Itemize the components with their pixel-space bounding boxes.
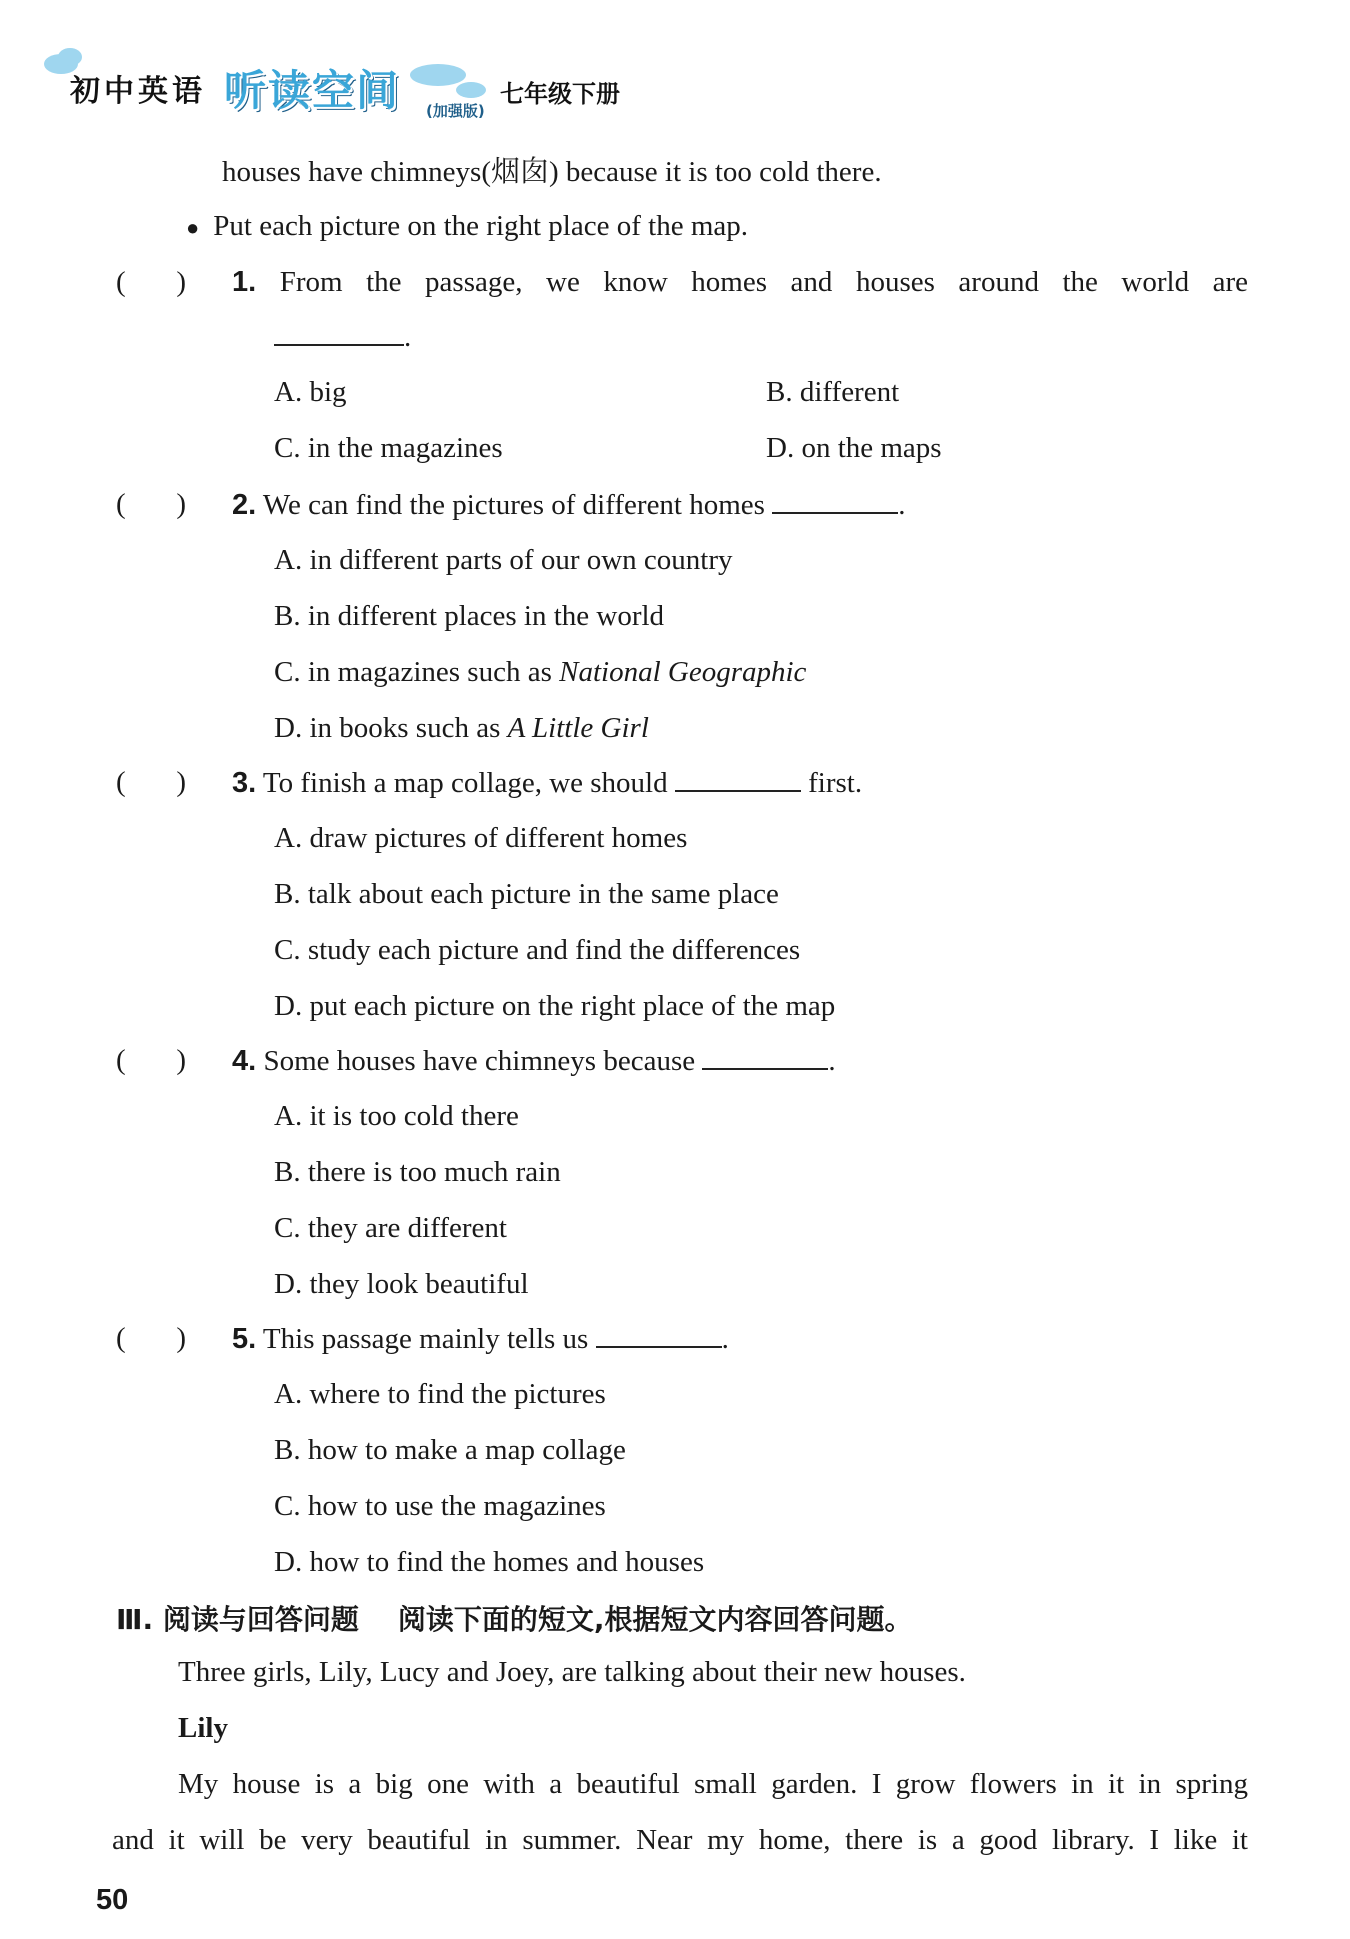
- option[interactable]: C. study each picture and find the differences: [274, 934, 801, 966]
- question-number: 3.: [232, 767, 257, 799]
- option[interactable]: B. there is too much rain: [274, 1156, 561, 1188]
- option[interactable]: [274, 710, 649, 746]
- option[interactable]: A. where to find the pictures: [274, 1378, 606, 1410]
- question-1-blank-line: [274, 318, 411, 355]
- question-text: From the passage, we know homes and houses around the world are: [279, 266, 1248, 298]
- bullet-line: [186, 208, 748, 246]
- option[interactable]: A. draw pictures of different homes: [274, 822, 688, 854]
- option[interactable]: [274, 654, 806, 690]
- answer-blank[interactable]: [772, 486, 898, 514]
- question-number: 1.: [232, 266, 257, 298]
- section-heading: Ⅲ. 阅读与回答问题 阅读下面的短文,根据短文内容回答问题。: [116, 1603, 913, 1636]
- option[interactable]: C. how to use the magazines: [274, 1490, 606, 1522]
- speaker-name: Lily: [178, 1712, 228, 1744]
- question-4-stem: [232, 1042, 836, 1079]
- question-text-end: first.: [808, 767, 863, 799]
- option[interactable]: D. they look beautiful: [274, 1268, 529, 1300]
- magazine-title: National Geographic: [559, 656, 807, 688]
- answer-paren[interactable]: ( ): [116, 488, 187, 520]
- answer-paren[interactable]: ( ): [116, 266, 187, 298]
- option[interactable]: C. in the magazines: [274, 432, 503, 464]
- option-text: C. in magazines such as: [274, 656, 560, 688]
- option[interactable]: D. put each picture on the right place of the map: [274, 990, 836, 1022]
- question-text: Some houses have chimneys because: [263, 1045, 696, 1077]
- question-text-end: .: [721, 1323, 729, 1355]
- page-number: 50: [96, 1884, 129, 1916]
- brand-logo: 听读空间: [224, 66, 401, 115]
- bullet-icon: ●: [186, 215, 200, 240]
- option[interactable]: B. in different places in the world: [274, 600, 665, 632]
- question-text-end: .: [404, 321, 412, 353]
- edition-label: (加强版): [426, 102, 485, 120]
- option-text: D. in books such as: [274, 712, 508, 744]
- answer-blank[interactable]: [596, 1320, 722, 1348]
- grade-label: 七年级下册: [500, 80, 620, 108]
- option[interactable]: C. they are different: [274, 1212, 507, 1244]
- option[interactable]: A. it is too cold there: [274, 1100, 519, 1132]
- question-1-stem: [232, 264, 1248, 300]
- cloud-icon: [410, 64, 466, 86]
- paragraph-line: and it will be very beautiful in summer. Near my home, there is a good library. I like it: [112, 1824, 1248, 1856]
- answer-paren[interactable]: ( ): [116, 1322, 187, 1354]
- paragraph-line: My house is a big one with a beautiful small garden. I grow flowers in it in spring: [178, 1768, 1248, 1800]
- question-2-stem: [232, 486, 905, 523]
- answer-paren[interactable]: ( ): [116, 766, 187, 798]
- cloud-icon: [58, 48, 82, 66]
- question-text-end: .: [898, 489, 906, 521]
- question-number: 4.: [232, 1045, 257, 1077]
- option[interactable]: D. on the maps: [766, 432, 942, 464]
- book-title: A Little Girl: [507, 712, 649, 744]
- option[interactable]: A. in different parts of our own country: [274, 544, 733, 576]
- option[interactable]: D. how to find the homes and houses: [274, 1546, 705, 1578]
- question-text: To finish a map collage, we should: [262, 767, 668, 799]
- question-number: 2.: [232, 489, 257, 521]
- question-3-stem: [232, 764, 862, 801]
- option[interactable]: A. big: [274, 376, 347, 408]
- bullet-text: Put each picture on the right place of the map.: [213, 210, 748, 242]
- option[interactable]: B. different: [766, 376, 900, 408]
- series-title: 初中英语: [70, 74, 206, 109]
- answer-blank[interactable]: [675, 764, 801, 792]
- option[interactable]: B. talk about each picture in the same place: [274, 878, 779, 910]
- question-text: We can find the pictures of different homes: [262, 489, 765, 521]
- passage-end-line: houses have chimneys(烟囱) because it is too cold there.: [222, 156, 882, 188]
- answer-paren[interactable]: ( ): [116, 1044, 187, 1076]
- answer-blank[interactable]: [702, 1042, 828, 1070]
- page-header: [38, 48, 658, 128]
- question-text-end: .: [828, 1045, 836, 1077]
- question-text: This passage mainly tells us: [262, 1323, 589, 1355]
- answer-blank[interactable]: [274, 318, 404, 346]
- question-5-stem: [232, 1320, 729, 1357]
- question-number: 5.: [232, 1323, 257, 1355]
- section-intro: Three girls, Lily, Lucy and Joey, are talking about their new houses.: [178, 1656, 966, 1688]
- option[interactable]: B. how to make a map collage: [274, 1434, 626, 1466]
- cloud-icon: [456, 82, 486, 98]
